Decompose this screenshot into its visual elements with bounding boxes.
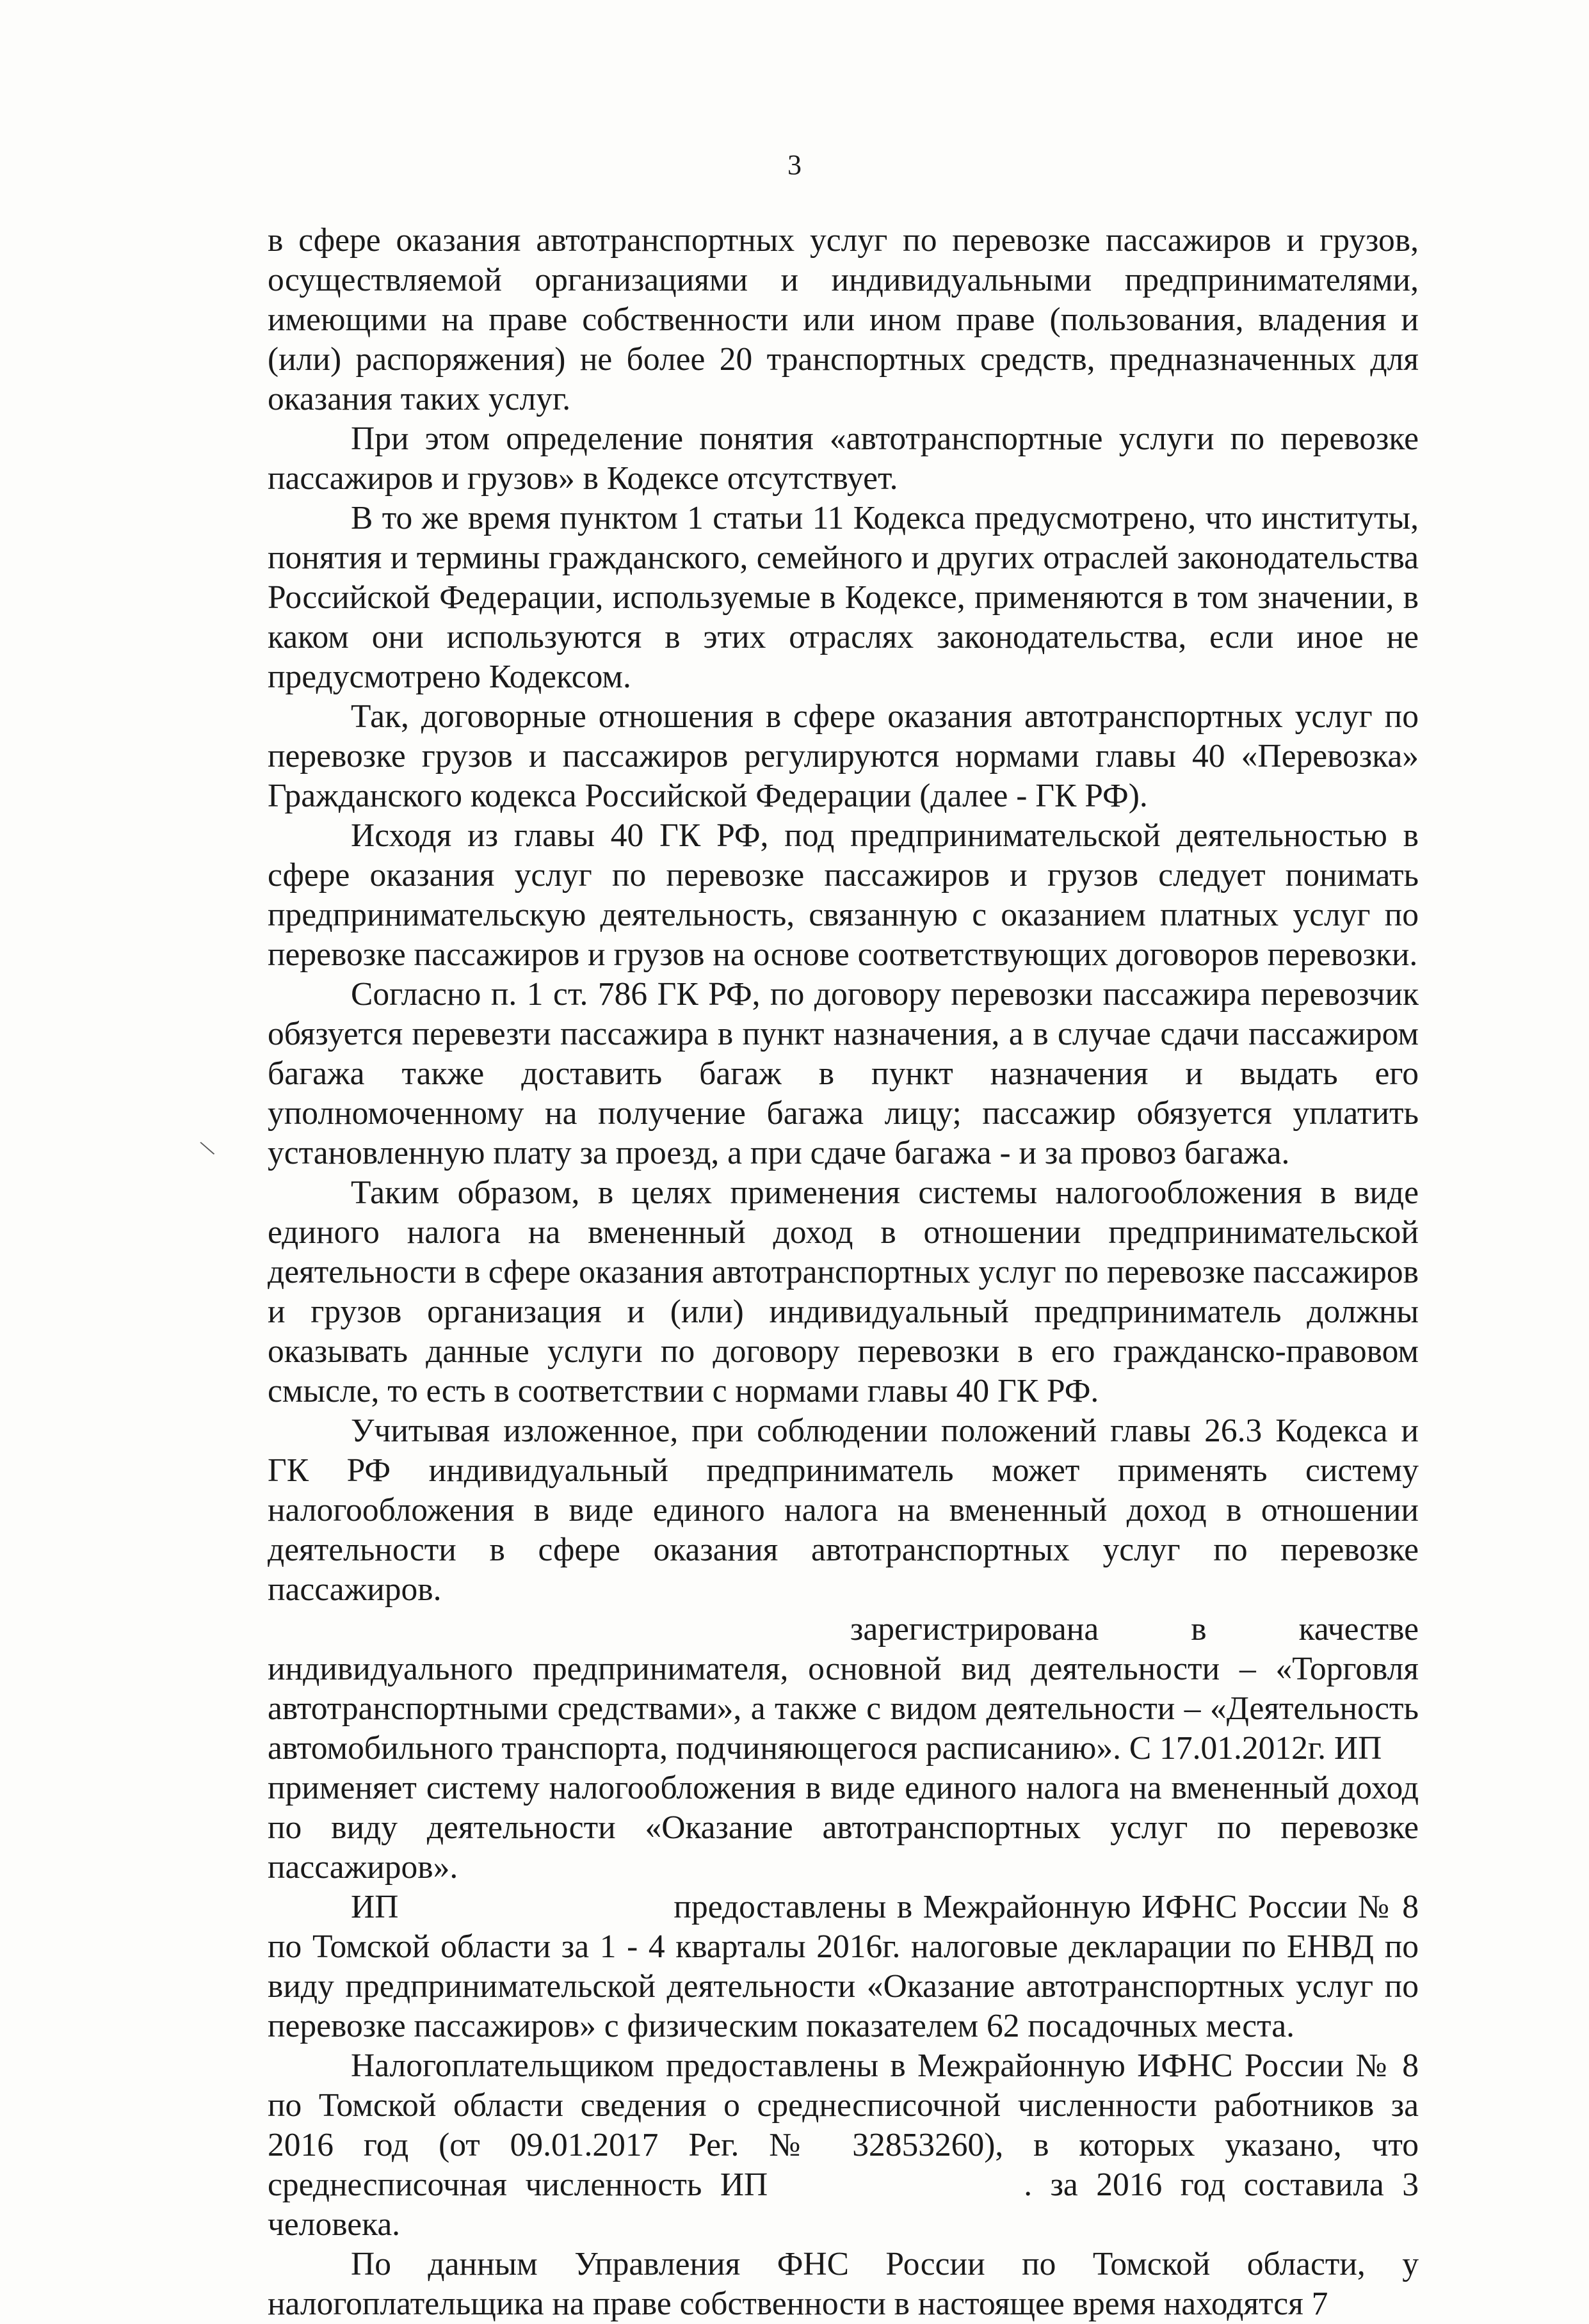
paragraph-end: . за 2016 год составила 3 человека. — [268, 2167, 1419, 2243]
paragraph — [268, 1887, 1419, 2046]
scan-mark: \ — [197, 1134, 218, 1162]
paragraph: Так, договорные отношения в сфере оказания автотранспортных услуг по перевозке грузов и пассажиров регулируются нормами главы 40 «Перевозка» Гражданского кодекса Российской Федерации (далее - ГК РФ). — [268, 698, 1419, 814]
paragraph: При этом определение понятия «автотранспортные услуги по перевозке пассажиров и грузов» в Кодексе отсутствует. — [268, 421, 1419, 497]
paragraph: Таким образом, в целях применения системы налогообложения в виде единого налога на вмененный доход в отношении предпринимательской деятельности в сфере оказания автотранспортных услуг по перевозке пассажиров и грузов организация и (или) индивидуальный предприниматель должны оказывать данные услуги по договору перевозки в его гражданско-правовом смысле, то есть в соответствии с нормами главы 40 ГК РФ. — [268, 1174, 1419, 1409]
paragraph — [268, 2046, 1419, 2245]
paragraph: в сфере оказания автотранспортных услуг по перевозке пассажиров и грузов, осуществляемой организациями и индивидуальными предпринимателями, имеющими на праве собственности или ином праве (пользования, владения и (или) распоряжения) не более 20 транспортных средств, предназначенных для оказания таких услуг. — [268, 222, 1419, 417]
document-body — [268, 221, 1419, 2324]
page-number: 3 — [787, 149, 802, 180]
paragraph-body: Налогоплательщиком предоставлены в Межрайонную ИФНС России № 8 по Томской области сведения о среднесписочной численности работников за 2016 год (от 09.01.2017 Рег. № 32853260), в которых указано, что среднесписочная численность ИП — [268, 2048, 1419, 2203]
paragraph: Учитывая изложенное, при соблюдении положений главы 26.3 Кодекса и ГК РФ индивидуальный предприниматель может применять систему налогообложения в виде единого налога на вмененный доход в отношении деятельности в сфере оказания автотранспортных услуг по перевозке пассажиров. — [268, 1413, 1419, 1608]
paragraph: В то же время пунктом 1 статьи 11 Кодекса предусмотрено, что институты, понятия и термины гражданского, семейного и других отраслей законодательства Российской Федерации, используемые в Кодексе, применяются в том значении, в каком они используются в этих отраслях законодательства, если иное не предусмотрено Кодексом. — [268, 500, 1419, 695]
paragraph-start: ИП — [351, 1889, 399, 1925]
paragraph: Исходя из главы 40 ГК РФ, под предпринимательской деятельностью в сфере оказания услуг по перевозке пассажиров и грузов следует понимать предпринимательскую деятельность, связанную с оказанием платных услуг по перевозке пассажиров и грузов на основе соответствующих договоров перевозки. — [268, 817, 1419, 973]
paragraph-rest: предоставлены в Межрайонную ИФНС России № 8 по Томской области за 1 - 4 кварталы 2016г. налоговые декларации по ЕНВД по виду предпринимательской деятельности «Оказание автотранспортных услуг по перевозке пассажиров» с физическим показателем 62 посадочных места. — [268, 1889, 1419, 2044]
paragraph: По данным Управления ФНС России по Томской области, у налогоплательщика на праве собственности в настоящее время находятся 7 — [268, 2246, 1419, 2322]
paragraph: применяет систему налогообложения в виде единого налога на вмененный доход по виду деятельности «Оказание автотранспортных услуг по перевозке пассажиров». — [268, 1770, 1419, 1886]
paragraph: Согласно п. 1 ст. 786 ГК РФ, по договору перевозки пассажира перевозчик обязуется перевезти пассажира в пункт назначения, а в случае сдачи пассажиром багажа также доставить багаж в пункт назначения и выдать его уполномоченному на получение багажа лицу; пассажир обязуется уплатить установленную плату за проезд, а при сдаче багажа - и за провоз багажа. — [268, 976, 1419, 1171]
paragraph: зарегистрирована в качестве индивидуального предпринимателя, основной вид деятельности – «Торговля автотранспортными средствами», а также с видом деятельности – «Деятельность автомобильного транспорта, подчиняющегося расписанию». С 17.01.2012г. ИП — [268, 1611, 1419, 1767]
